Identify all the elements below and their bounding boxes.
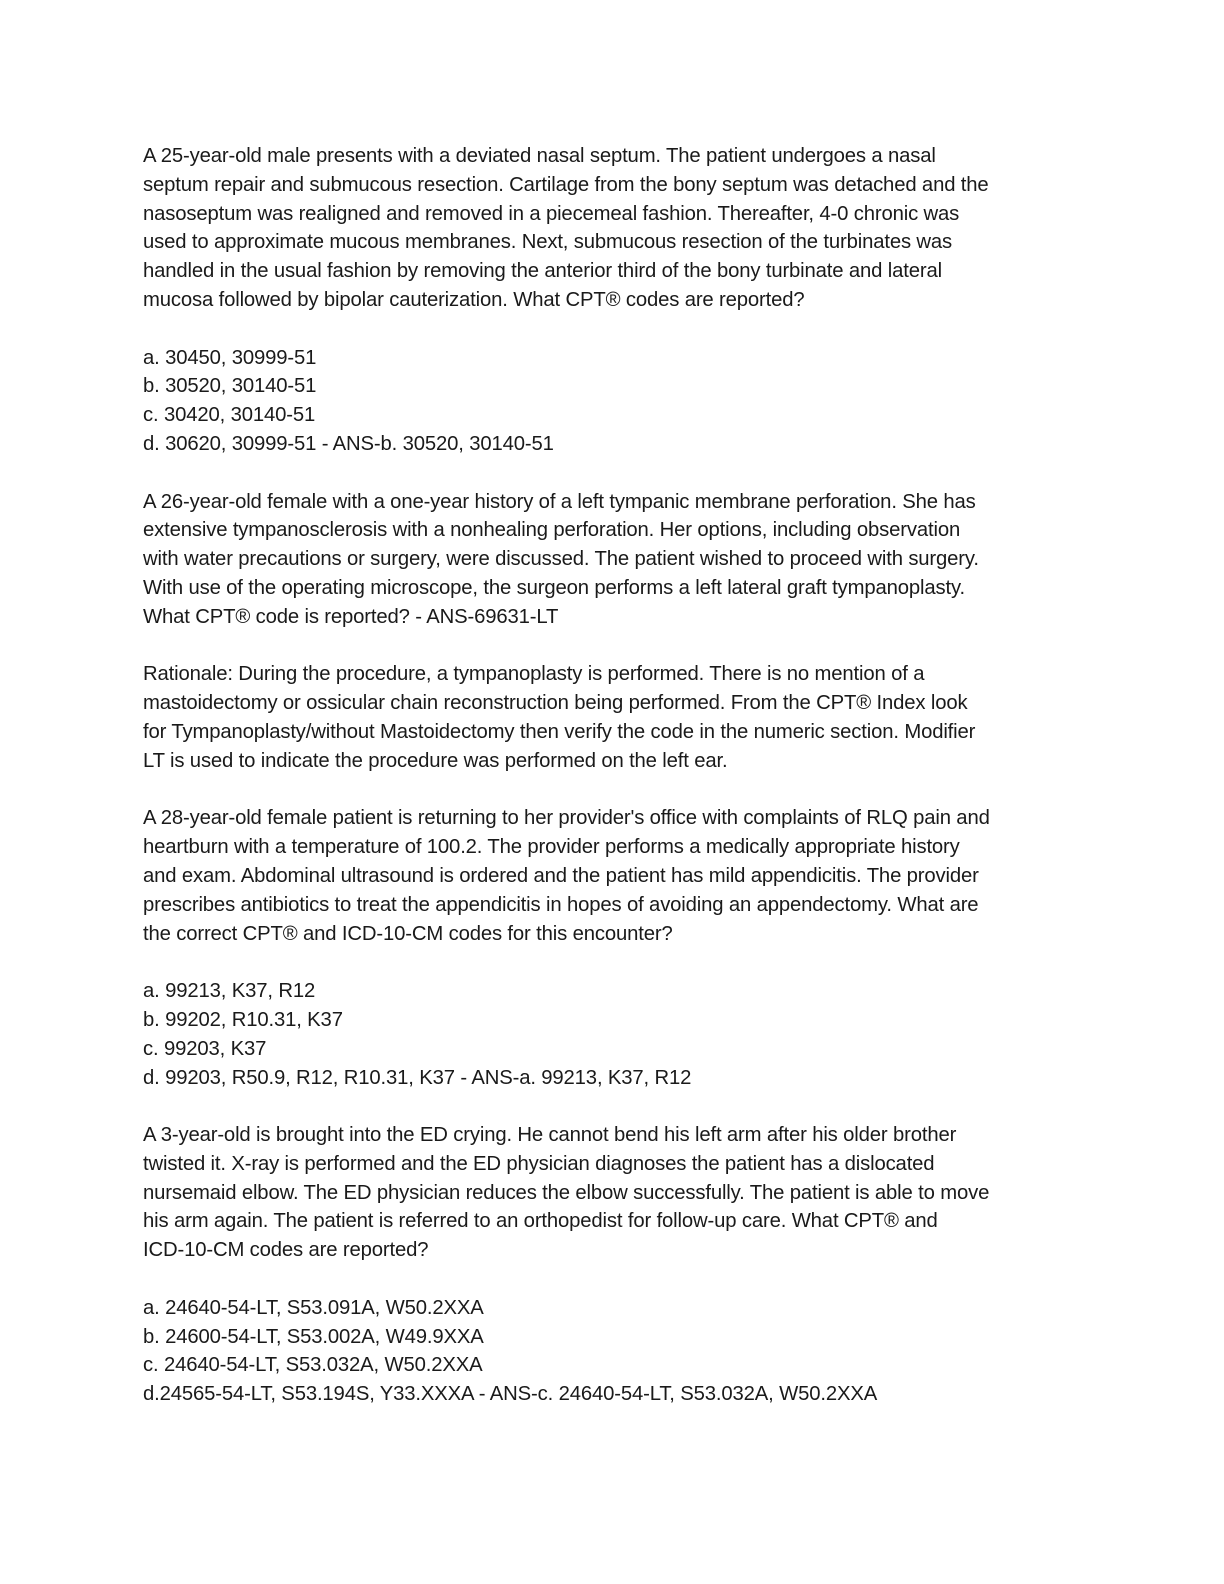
answer-option: c. 30420, 30140-51 [143,404,316,427]
document-body [143,142,1083,1409]
text-line: handled in the usual fashion by removing the anterior third of the bony turbinate and lateral [143,260,942,283]
answer-option: a. 24640-54-LT, S53.091A, W50.2XXA [143,1296,484,1319]
text-line: extensive tympanosclerosis with a nonhealing perforation. Her options, including observation [143,519,961,542]
paragraph-gap [143,1092,1083,1121]
answer-option: a. 99213, K37, R12 [143,980,316,1003]
text-line: mucosa followed by bipolar cauterization. What CPT® codes are reported? [143,288,805,311]
text-line: Rationale: During the procedure, a tympanoplasty is performed. There is no mention of a [143,663,925,686]
text-line: What CPT® code is reported? - ANS-69631-LT [143,605,559,628]
text-line: his arm again. The patient is referred to an orthopedist for follow-up care. What CPT® and [143,1210,938,1233]
paragraph-gap [143,776,1083,805]
answer-option: b. 24600-54-LT, S53.002A, W49.9XXA [143,1325,484,1348]
answer-option: d.24565-54-LT, S53.194S, Y33.XXXA - ANS-c. 24640-54-LT, S53.032A, W50.2XXA [143,1383,878,1406]
answer-option: c. 99203, K37 [143,1037,267,1060]
text-line: nursemaid elbow. The ED physician reduces the elbow successfully. The patient is able to move [143,1181,990,1204]
text-line: mastoidectomy or ossicular chain reconstruction being performed. From the CPT® Index look [143,692,968,715]
answer-option: b. 99202, R10.31, K37 [143,1008,343,1031]
text-line: prescribes antibiotics to treat the appendicitis in hopes of avoiding an appendectomy. What are [143,893,979,916]
text-line: LT is used to indicate the procedure was performed on the left ear. [143,749,728,772]
text-line: for Tympanoplasty/without Mastoidectomy then verify the code in the numeric section. Modifier [143,720,976,743]
question-2-rationale [143,660,1083,775]
question-1-stem [143,142,1083,315]
question-3-stem [143,804,1083,948]
paragraph-gap [143,1265,1083,1294]
question-3-options [143,977,1083,1092]
text-line: ICD-10-CM codes are reported? [143,1239,429,1262]
paragraph-gap [143,459,1083,488]
answer-option: d. 99203, R50.9, R12, R10.31, K37 - ANS-a. 99213, K37, R12 [143,1066,692,1089]
paragraph-gap [143,948,1083,977]
text-line: A 28-year-old female patient is returning to her provider's office with complaints of RLQ pain and [143,807,990,830]
text-line: used to approximate mucous membranes. Next, submucous resection of the turbinates was [143,231,953,254]
text-line: with water precautions or surgery, were discussed. The patient wished to proceed with surgery. [143,548,979,571]
text-line: and exam. Abdominal ultrasound is ordered and the patient has mild appendicitis. The provider [143,864,979,887]
text-line: twisted it. X-ray is performed and the ED physician diagnoses the patient has a dislocated [143,1152,935,1175]
question-4-options [143,1294,1083,1409]
answer-option: b. 30520, 30140-51 [143,375,317,398]
question-4-stem [143,1121,1083,1265]
question-1-options [143,344,1083,459]
paragraph-gap [143,632,1083,661]
text-line: septum repair and submucous resection. Cartilage from the bony septum was detached and the [143,173,989,196]
text-line: A 25-year-old male presents with a deviated nasal septum. The patient undergoes a nasal [143,145,936,167]
question-2-stem [143,488,1083,632]
answer-option: d. 30620, 30999-51 - ANS-b. 30520, 30140-51 [143,432,554,455]
text-line: heartburn with a temperature of 100.2. The provider performs a medically appropriate history [143,836,960,859]
text-line: A 3-year-old is brought into the ED crying. He cannot bend his left arm after his older brother [143,1124,957,1147]
text-line: A 26-year-old female with a one-year history of a left tympanic membrane perforation. She has [143,490,976,513]
paragraph-gap [143,315,1083,344]
text-line: nasoseptum was realigned and removed in a piecemeal fashion. Thereafter, 4-0 chronic was [143,202,960,225]
text-line: the correct CPT® and ICD-10-CM codes for this encounter? [143,922,673,945]
answer-option: a. 30450, 30999-51 [143,346,317,369]
answer-option: c. 24640-54-LT, S53.032A, W50.2XXA [143,1354,483,1377]
text-line: With use of the operating microscope, the surgeon performs a left lateral graft tympanoplasty. [143,576,965,599]
